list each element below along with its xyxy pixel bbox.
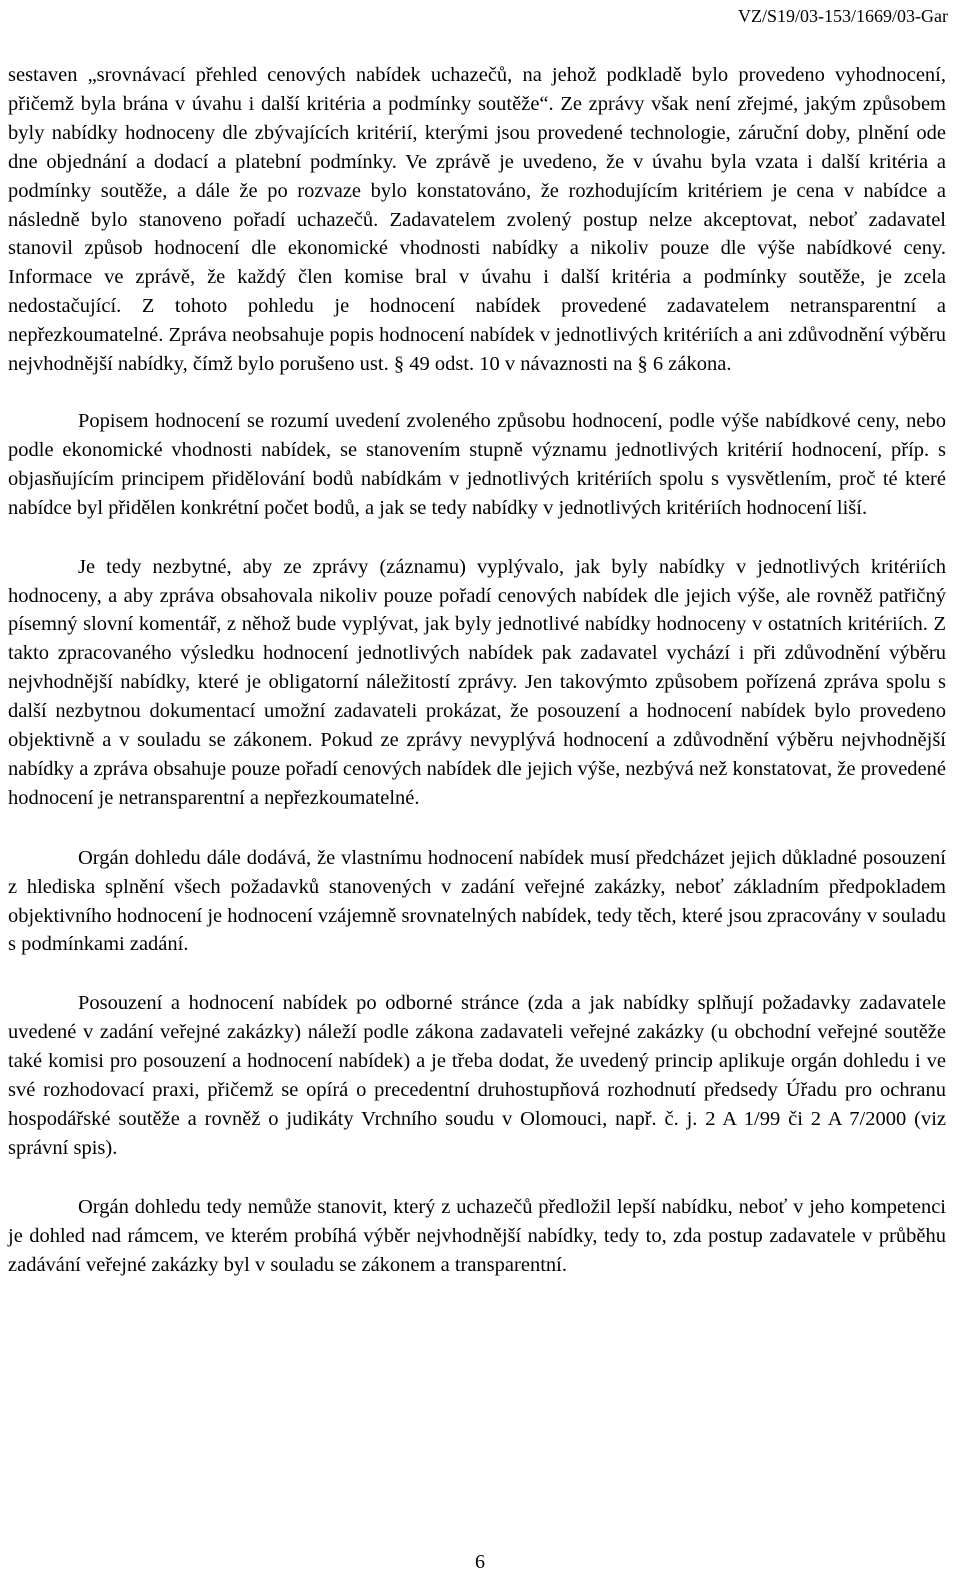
document-body: [8, 61, 946, 1280]
paragraph-continuation: sestaven „srovnávací přehled cenových nabídek uchazečů, na jehož podkladě bylo provedeno vyhodnocení, přičemž byla brána v úvahu i další kritéria a podmínky soutěže“. Ze zprávy však není zřejmé, jakým způsobem byly nabídky hodnoceny dle zbývajících kritérií, kterými jsou provedené technologie, záruční doby, plnění ode dne objednání a dodací a platební podmínky. Ve zprávě je uvedeno, že v úvahu byla vzata i další kritéria a podmínky soutěže, a dále že po rozvaze bylo konstatováno, že rozhodujícím kritériem je cena v nabídce a následně bylo stanoveno pořadí uchazečů. Zadavatelem zvolený postup nelze akceptovat, neboť zadavatel stanovil způsob hodnocení dle ekonomické vhodnosti nabídky a nikoliv pouze dle výše nabídkové ceny. Informace ve zprávě, že každý člen komise bral v úvahu i další kritéria a podmínky soutěže, je zcela nedostačující. Z tohoto pohledu je hodnocení nabídek provedené zadavatelem netransparentní a nepřezkoumatelné. Zpráva neobsahuje popis hodnocení nabídek v jednotlivých kritériích a ani zdůvodnění výběru nejvhodnější nabídky, čímž bylo porušeno ust. § 49 odst. 10 v návaznosti na § 6 zákona.: [8, 64, 946, 376]
paragraph-prior-assessment: Orgán dohledu dále dodává, že vlastnímu hodnocení nabídek musí předcházet jejich důkladné posouzení z hlediska splnění všech požadavků stanovených v zadání veřejné zakázky, neboť základním předpokladem objektivního hodnocení je hodnocení vzájemně srovnatelných nabídek, tedy těch, které jsou zpracovány v souladu s podmínkami zadání.: [8, 846, 946, 956]
paragraph-supervisory-competence: Orgán dohledu tedy nemůže stanovit, který z uchazečů předložil lepší nabídku, neboť v jeho kompetenci je dohled nad rámcem, ve kterém probíhá výběr nejvhodnější nabídky, tedy to, zda postup zadavatele v průběhu zadávání veřejné zakázky byl v souladu se zákonem a transparentní.: [8, 1195, 946, 1276]
paragraph-report-requirements: Je tedy nezbytné, aby ze zprávy (záznamu) vyplývalo, jak byly nabídky v jednotlivých kritériích hodnoceny, a aby zpráva obsahovala nikoliv pouze pořadí cenových nabídek dle jejich výše, ale rovněž patřičný písemný slovní komentář, z něhož bude vyplývat, jak byly jednotlivé nabídky hodnoceny v ostatních kritériích. Z takto zpracovaného výsledku hodnocení jednotlivých nabídek pak zadavatel vychází i při zdůvodnění výběru nejvhodnější nabídky, které je obligatorní náležitostí zprávy. Jen takovýmto způsobem pořízená zpráva spolu s další nezbytnou dokumentací umožní zadavateli prokázat, že posouzení a hodnocení nabídek bylo provedeno objektivně a v souladu se zákonem. Pokud ze zprávy nevyplývá hodnocení a zdůvodnění výběru nejvhodnější nabídky a zpráva obsahuje pouze pořadí cenových nabídek dle jejich výše, nezbývá než konstatovat, že provedené hodnocení je netransparentní a nepřezkoumatelné.: [8, 555, 946, 809]
document-reference: VZ/S19/03-153/1669/03-Gar: [738, 6, 948, 26]
paragraph-description-of-evaluation: Popisem hodnocení se rozumí uvedení zvoleného způsobu hodnocení, podle výše nabídkové ceny, nebo podle ekonomické vhodnosti nabídek, se stanovením stupně významu jednotlivých kritérií hodnocení, příp. s objasňujícím principem přidělování bodů nabídkám v jednotlivých kritériích spolu s vysvětlením, proč té které nabídce byl přidělen konkrétní počet bodů, a jak se tedy nabídky v jednotlivých kritériích hodnocení liší.: [8, 409, 946, 519]
page-number: 6: [475, 1551, 485, 1573]
paragraph-professional-assessment: Posouzení a hodnocení nabídek po odborné stránce (zda a jak nabídky splňují požadavky zadavatele uvedené v zadání veřejné zakázky) náleží podle zákona zadavateli veřejné zakázky (u obchodní veřejné soutěže také komisi pro posouzení a hodnocení nabídek) a je třeba dodat, že uvedený princip aplikuje orgán dohledu i ve své rozhodovací praxi, přičemž se opírá o precedentní druhostupňová rozhodnutí předsedy Úřadu pro ochranu hospodářské soutěže a rovněž o judikáty Vrchního soudu v Olomouci, např. č. j. 2 A 1/99 či 2 A 7/2000 (viz správní spis).: [8, 992, 946, 1159]
